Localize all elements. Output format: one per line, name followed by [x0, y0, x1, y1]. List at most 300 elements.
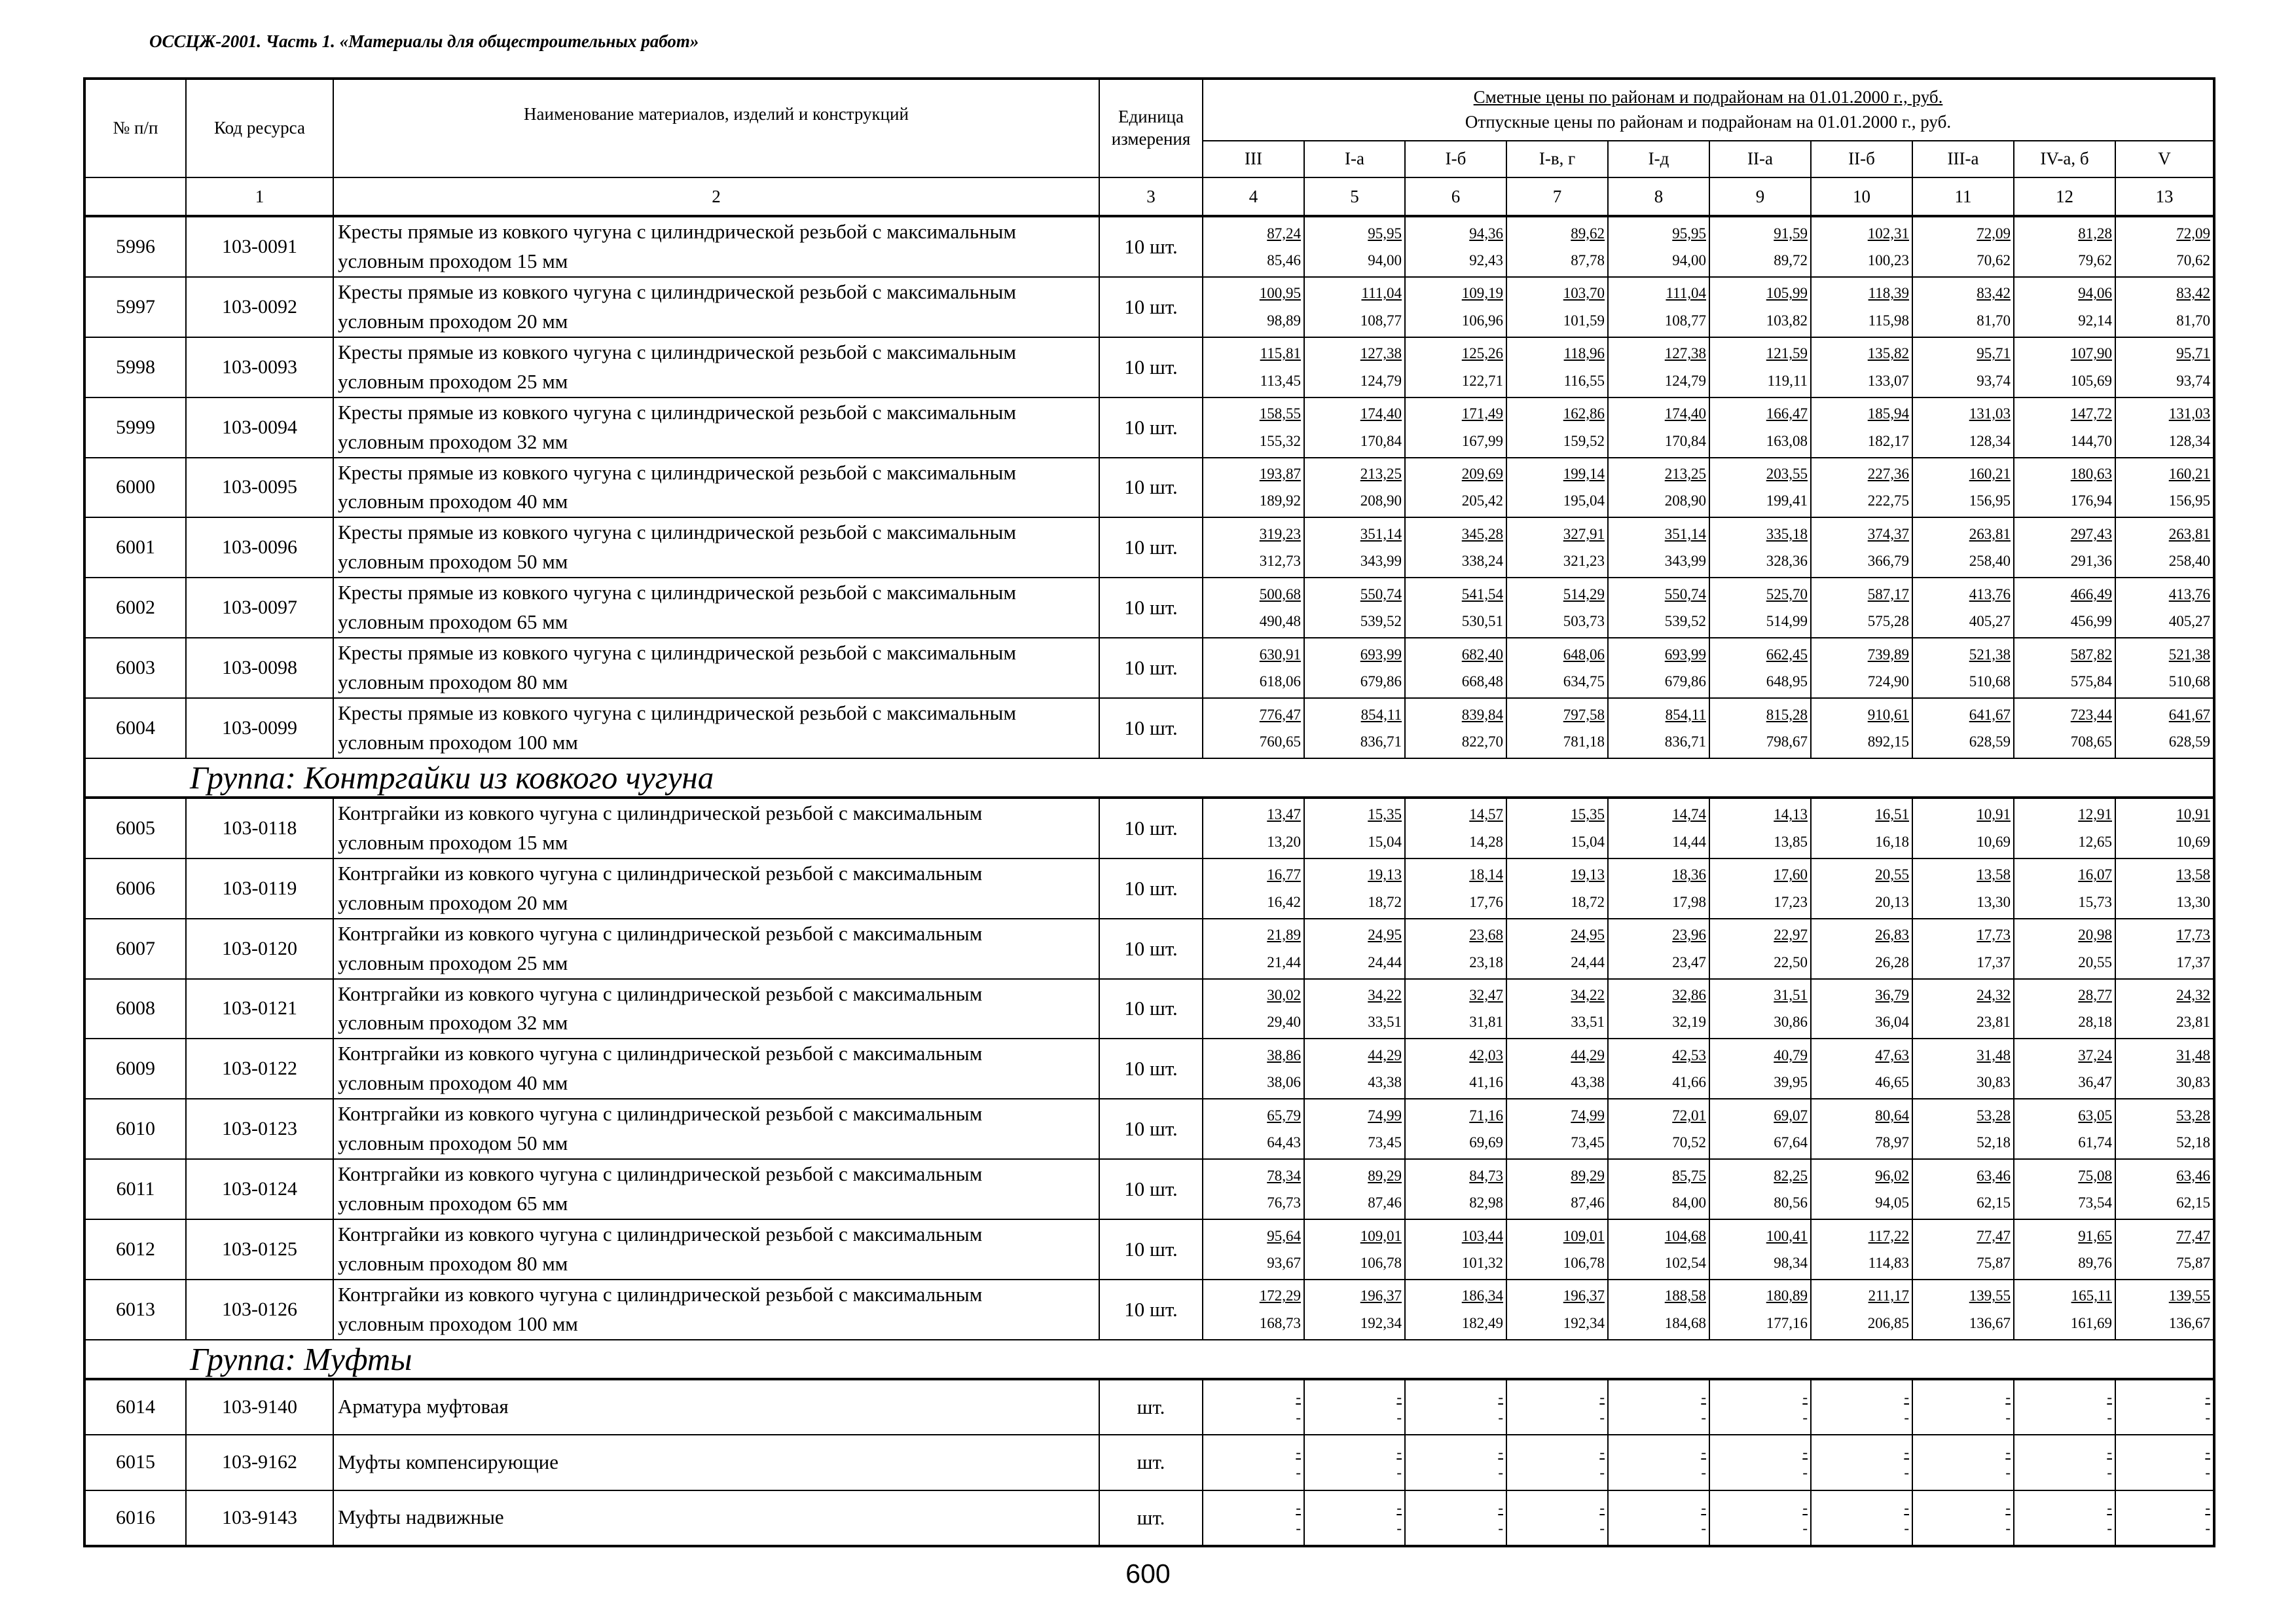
price-cell [1709, 458, 1811, 518]
table-row [84, 458, 2214, 518]
price-cell [1709, 858, 1811, 919]
estimate-price: 31,48 [2176, 1046, 2210, 1063]
price-cell [1405, 1435, 1506, 1490]
release-price: 28,18 [2078, 1014, 2112, 1031]
release-price: 81,70 [1977, 312, 2011, 329]
estimate-price: 139,55 [2168, 1287, 2210, 1304]
material-name [333, 798, 1099, 858]
release-price: 39,95 [1774, 1074, 1808, 1091]
estimate-price: 23,68 [1469, 927, 1503, 944]
release-price: 321,23 [1563, 553, 1605, 570]
release-price: 115,98 [1868, 312, 1909, 329]
estimate-price: 910,61 [1867, 706, 1909, 723]
price-cell [1811, 458, 1912, 518]
release-price: 80,56 [1774, 1194, 1808, 1211]
price-cell [1506, 397, 1608, 458]
unit-of-measure: 10 шт. [1099, 578, 1203, 638]
resource-code: 103-0118 [186, 798, 333, 858]
estimate-price: 797,58 [1563, 706, 1605, 723]
price-cell [2014, 1039, 2115, 1099]
release-price: - [1498, 1464, 1503, 1481]
price-cell [2115, 397, 2214, 458]
estimate-price: 20,98 [2078, 927, 2112, 944]
release-price: 103,82 [1766, 312, 1808, 329]
release-price: 70,62 [1977, 251, 2011, 268]
price-cell [1709, 698, 1811, 758]
estimate-price: 63,46 [2176, 1167, 2210, 1184]
estimate-price: - [1296, 1499, 1301, 1516]
group-title: Группа: Муфты [186, 1340, 2214, 1379]
release-price: 26,28 [1875, 953, 1909, 970]
price-cell [1405, 979, 1506, 1039]
estimate-price: - [1296, 1388, 1301, 1405]
price-cell [1912, 517, 2014, 578]
material-name-line2: условным проходом 15 мм [338, 830, 568, 854]
release-price: 81,70 [2176, 312, 2210, 329]
price-cell [1405, 1159, 1506, 1219]
release-price: - [1904, 1464, 1909, 1481]
unit-of-measure: 10 шт. [1099, 458, 1203, 518]
release-price: - [1599, 1409, 1605, 1426]
price-cell [1506, 1280, 1608, 1340]
estimate-price: 160,21 [2168, 466, 2210, 483]
estimate-price: 15,35 [1368, 806, 1402, 823]
price-cell [1304, 979, 1405, 1039]
unit-of-measure: шт. [1099, 1379, 1203, 1435]
material-name-line1: Муфты компенсирующие [338, 1450, 559, 1473]
estimate-price: 89,29 [1571, 1167, 1605, 1184]
estimate-price: 91,65 [2078, 1227, 2112, 1244]
estimate-price: 18,36 [1672, 866, 1706, 883]
estimate-price: 413,76 [2168, 585, 2210, 602]
release-price: 17,98 [1672, 893, 1706, 910]
table-row [84, 1435, 2214, 1490]
resource-code: 103-0093 [186, 337, 333, 397]
material-name [333, 216, 1099, 277]
price-cell [2115, 458, 2214, 518]
estimate-price: 211,17 [1868, 1287, 1909, 1304]
table-row [84, 1099, 2214, 1159]
estimate-price: 587,82 [2070, 646, 2112, 663]
material-name-line2: условным проходом 100 мм [338, 730, 578, 754]
material-name-line1: Контргайки из ковкого чугуна с цилиндрической резьбой с максимальным [338, 1102, 983, 1126]
release-price: 22,50 [1774, 953, 1808, 970]
estimate-price: - [1904, 1499, 1909, 1516]
price-cell [2115, 1219, 2214, 1280]
material-name [333, 397, 1099, 458]
estimate-price: 854,11 [1665, 706, 1706, 723]
estimate-price: 100,41 [1766, 1227, 1808, 1244]
row-number: 5997 [84, 277, 186, 337]
material-name [333, 458, 1099, 518]
price-cell [2115, 1280, 2214, 1340]
unit-of-measure: 10 шт. [1099, 979, 1203, 1039]
estimate-price: - [1701, 1388, 1706, 1405]
estimate-price: 74,99 [1571, 1107, 1605, 1124]
estimate-price: 118,96 [1563, 345, 1605, 362]
estimate-price: 22,97 [1774, 927, 1808, 944]
price-cell [1203, 798, 1304, 858]
estimate-price: - [1802, 1388, 1808, 1405]
estimate-price: - [1599, 1444, 1605, 1461]
price-cell [1405, 277, 1506, 337]
price-cell [2014, 337, 2115, 397]
header-prices [1203, 79, 2214, 141]
column-index: 3 [1099, 177, 1203, 216]
release-price: 41,16 [1469, 1074, 1503, 1091]
estimate-price: 174,40 [1664, 405, 1706, 422]
release-price: 668,48 [1461, 673, 1503, 690]
price-cell [1709, 277, 1811, 337]
estimate-price: 776,47 [1259, 706, 1301, 723]
price-cell [2014, 578, 2115, 638]
material-name-line1: Контргайки из ковкого чугуна с цилиндрической резьбой с максимальным [338, 921, 983, 945]
estimate-price: 16,77 [1267, 866, 1301, 883]
estimate-price: - [1498, 1499, 1503, 1516]
release-price: 168,73 [1259, 1314, 1301, 1331]
price-cell [2014, 1435, 2115, 1490]
price-cell [1912, 1280, 2014, 1340]
price-cell [1608, 277, 1709, 337]
material-name-line2: условным проходом 32 мм [338, 430, 568, 453]
row-number: 6000 [84, 458, 186, 518]
resource-code: 103-0119 [186, 858, 333, 919]
price-cell [1304, 216, 1405, 277]
price-cell [1608, 578, 1709, 638]
price-cell [1811, 1435, 1912, 1490]
estimate-price: 85,75 [1672, 1167, 1706, 1184]
price-cell [1709, 798, 1811, 858]
row-number: 6005 [84, 798, 186, 858]
region-header: II-а [1709, 141, 1811, 177]
estimate-price: 19,13 [1571, 866, 1605, 883]
estimate-price: - [1904, 1388, 1909, 1405]
release-price: 30,83 [1977, 1074, 2011, 1091]
release-price: 116,55 [1563, 372, 1605, 389]
table-row [84, 1379, 2214, 1435]
resource-code: 103-0124 [186, 1159, 333, 1219]
region-header: I-д [1608, 141, 1709, 177]
release-price: - [1701, 1464, 1706, 1481]
price-cell [2014, 1280, 2115, 1340]
price-cell [2115, 277, 2214, 337]
price-cell [1709, 919, 1811, 979]
estimate-price: - [1701, 1444, 1706, 1461]
release-price: 33,51 [1571, 1014, 1605, 1031]
release-price: - [1296, 1409, 1301, 1426]
release-price: 38,06 [1267, 1074, 1301, 1091]
release-price: 366,79 [1867, 553, 1909, 570]
estimate-price: 521,38 [1969, 646, 2011, 663]
resource-code: 103-0125 [186, 1219, 333, 1280]
price-cell [1203, 277, 1304, 337]
release-price: 133,07 [1867, 372, 1909, 389]
row-number: 6004 [84, 698, 186, 758]
estimate-price: 854,11 [1360, 706, 1402, 723]
estimate-price: 165,11 [2071, 1287, 2112, 1304]
row-number: 6010 [84, 1099, 186, 1159]
release-price: 82,98 [1469, 1194, 1503, 1211]
estimate-price: 213,25 [1664, 466, 1706, 483]
release-price: 43,38 [1368, 1074, 1402, 1091]
price-cell [1304, 1039, 1405, 1099]
release-price: 156,95 [2168, 492, 2210, 509]
price-cell [1811, 1219, 1912, 1280]
header-resource-code: Код ресурса [186, 79, 333, 177]
estimate-price: 77,47 [1977, 1227, 2011, 1244]
estimate-price: 131,03 [1969, 405, 2011, 422]
material-name-line2: условным проходом 40 мм [338, 1071, 568, 1095]
release-price: 61,74 [2078, 1134, 2112, 1151]
column-index: 7 [1506, 177, 1608, 216]
price-cell [1304, 698, 1405, 758]
price-cell [1506, 337, 1608, 397]
estimate-price: 12,91 [2078, 806, 2112, 823]
price-cell [1405, 919, 1506, 979]
running-header: ОССЦЖ-2001. Часть 1. «Материалы для общестроительных работ» [149, 31, 699, 51]
price-cell [2014, 216, 2115, 277]
estimate-price: 24,32 [2176, 987, 2210, 1004]
estimate-price: 24,95 [1368, 927, 1402, 944]
row-number: 5999 [84, 397, 186, 458]
resource-code: 103-0094 [186, 397, 333, 458]
estimate-price: 104,68 [1664, 1227, 1706, 1244]
estimate-price: 345,28 [1461, 525, 1503, 542]
row-number: 6006 [84, 858, 186, 919]
column-index: 9 [1709, 177, 1811, 216]
release-price: - [2005, 1409, 2011, 1426]
estimate-price: 42,53 [1672, 1046, 1706, 1063]
material-name-line1: Кресты прямые из ковкого чугуна с цилиндрической резьбой с максимальным [338, 581, 1017, 604]
release-price: 161,69 [2070, 1314, 2112, 1331]
table-row [84, 1159, 2214, 1219]
estimate-price: 18,14 [1469, 866, 1503, 883]
release-price: 67,64 [1774, 1134, 1808, 1151]
estimate-price: 63,05 [2078, 1107, 2112, 1124]
estimate-price: 95,64 [1267, 1227, 1301, 1244]
resource-code: 103-0122 [186, 1039, 333, 1099]
release-price: 822,70 [1461, 733, 1503, 750]
estimate-price: 193,87 [1259, 466, 1301, 483]
price-cell [1405, 698, 1506, 758]
release-price: 73,45 [1571, 1134, 1605, 1151]
estimate-price: 17,73 [1977, 927, 2011, 944]
material-name [333, 337, 1099, 397]
release-price: 648,95 [1766, 673, 1808, 690]
estimate-price: - [1599, 1388, 1605, 1405]
unit-of-measure: 10 шт. [1099, 1039, 1203, 1099]
release-price: 618,06 [1259, 673, 1301, 690]
price-cell [1811, 578, 1912, 638]
price-cell [1912, 1490, 2014, 1546]
estimate-price: 80,64 [1875, 1107, 1909, 1124]
material-name [333, 1435, 1099, 1490]
release-price: 177,16 [1766, 1314, 1808, 1331]
resource-code: 103-0096 [186, 517, 333, 578]
release-price: 98,34 [1774, 1254, 1808, 1271]
release-price: 101,32 [1461, 1254, 1503, 1271]
price-cell [1709, 1280, 1811, 1340]
release-price: 798,67 [1766, 733, 1808, 750]
release-price: 13,30 [2176, 893, 2210, 910]
column-index: 8 [1608, 177, 1709, 216]
release-price: 170,84 [1360, 432, 1402, 449]
estimate-price: 186,34 [1461, 1287, 1503, 1304]
resource-code: 103-0126 [186, 1280, 333, 1340]
price-cell [1304, 517, 1405, 578]
column-index: 11 [1912, 177, 2014, 216]
release-price: 70,62 [2176, 251, 2210, 268]
price-cell [1203, 1435, 1304, 1490]
material-name-line1: Контргайки из ковкого чугуна с цилиндрической резьбой с максимальным [338, 861, 983, 885]
material-name [333, 277, 1099, 337]
estimate-price: 121,59 [1766, 345, 1808, 362]
price-cell [1203, 517, 1304, 578]
release-price: 836,71 [1664, 733, 1706, 750]
resource-code: 103-0123 [186, 1099, 333, 1159]
column-index: 1 [186, 177, 333, 216]
page-number: 600 [1125, 1559, 1171, 1589]
unit-of-measure: шт. [1099, 1435, 1203, 1490]
table-row [84, 578, 2214, 638]
estimate-price: 196,37 [1360, 1287, 1402, 1304]
estimate-price: 127,38 [1360, 345, 1402, 362]
price-cell [1912, 979, 2014, 1039]
price-cell [1405, 638, 1506, 698]
release-price: 41,66 [1672, 1074, 1706, 1091]
price-cell [1608, 798, 1709, 858]
release-price: 30,86 [1774, 1014, 1808, 1031]
unit-of-measure: 10 шт. [1099, 1219, 1203, 1280]
estimate-price: 95,71 [1977, 345, 2011, 362]
estimate-price: 15,35 [1571, 806, 1605, 823]
release-price: 16,18 [1875, 833, 1909, 850]
estimate-price: 74,99 [1368, 1107, 1402, 1124]
price-cell [2014, 979, 2115, 1039]
table-row [84, 638, 2214, 698]
price-cell [1912, 1379, 2014, 1435]
release-price: 15,04 [1571, 833, 1605, 850]
price-cell [1203, 1219, 1304, 1280]
estimate-price: 24,95 [1571, 927, 1605, 944]
row-number: 6015 [84, 1435, 186, 1490]
release-price: 189,92 [1259, 492, 1301, 509]
estimate-price: 203,55 [1766, 466, 1808, 483]
region-header: I-б [1405, 141, 1506, 177]
release-price: 75,87 [1977, 1254, 2011, 1271]
estimate-price: - [1904, 1444, 1909, 1461]
resource-code: 103-0121 [186, 979, 333, 1039]
table-row [84, 1280, 2214, 1340]
release-price: 124,79 [1360, 372, 1402, 389]
material-name-line1: Контргайки из ковкого чугуна с цилиндрической резьбой с максимальным [338, 1282, 983, 1306]
release-price: 195,04 [1563, 492, 1605, 509]
estimate-price: 180,89 [1766, 1287, 1808, 1304]
price-cell [1608, 638, 1709, 698]
unit-of-measure: 10 шт. [1099, 698, 1203, 758]
price-cell [1709, 1490, 1811, 1546]
price-cell [1304, 858, 1405, 919]
estimate-price: 102,31 [1867, 225, 1909, 242]
price-cell [1304, 277, 1405, 337]
estimate-price: 13,58 [2176, 866, 2210, 883]
unit-of-measure: 10 шт. [1099, 1099, 1203, 1159]
estimate-price: - [2005, 1444, 2011, 1461]
estimate-price: 20,55 [1875, 866, 1909, 883]
release-price: - [2005, 1464, 2011, 1481]
price-cell [1405, 458, 1506, 518]
estimate-price: 17,73 [2176, 927, 2210, 944]
resource-code: 103-0091 [186, 216, 333, 277]
price-cell [1608, 1219, 1709, 1280]
estimate-price: 16,07 [2078, 866, 2112, 883]
estimate-price: 100,95 [1259, 285, 1301, 302]
estimate-price: 351,14 [1664, 525, 1706, 542]
release-price: 13,20 [1267, 833, 1301, 850]
release-price: - [2107, 1409, 2112, 1426]
release-price: 510,68 [2168, 673, 2210, 690]
price-cell [2014, 458, 2115, 518]
price-cell [1405, 858, 1506, 919]
row-number: 6007 [84, 919, 186, 979]
price-cell [2014, 798, 2115, 858]
release-price: 92,43 [1469, 251, 1503, 268]
release-price: 760,65 [1259, 733, 1301, 750]
release-price: - [1802, 1519, 1808, 1536]
price-cell [1709, 578, 1811, 638]
price-cell [1304, 337, 1405, 397]
table-row [84, 277, 2214, 337]
material-name-line1: Муфты надвижные [338, 1505, 504, 1529]
price-cell [1811, 919, 1912, 979]
release-price: 73,45 [1368, 1134, 1402, 1151]
price-cell [1405, 1039, 1506, 1099]
material-name [333, 919, 1099, 979]
estimate-price: 53,28 [1977, 1107, 2011, 1124]
material-name-line2: условным проходом 40 мм [338, 490, 568, 513]
release-price: 33,51 [1368, 1014, 1402, 1031]
price-cell [1608, 1159, 1709, 1219]
estimate-price: 135,82 [1867, 345, 1909, 362]
release-price: 163,08 [1766, 432, 1808, 449]
release-price: 20,13 [1875, 893, 1909, 910]
release-price: 128,34 [2168, 432, 2210, 449]
release-price: 70,52 [1672, 1134, 1706, 1151]
release-price: 405,27 [1969, 613, 2011, 630]
price-cell [1912, 798, 2014, 858]
price-cell [1811, 1099, 1912, 1159]
estimate-price: 115,81 [1260, 345, 1301, 362]
price-cell [2115, 919, 2214, 979]
price-cell [1608, 1099, 1709, 1159]
price-cell [2115, 638, 2214, 698]
material-name [333, 1099, 1099, 1159]
estimate-price: 89,29 [1368, 1167, 1402, 1184]
estimate-price: 199,14 [1563, 466, 1605, 483]
release-price: 170,84 [1664, 432, 1706, 449]
release-price: 79,62 [2078, 251, 2112, 268]
estimate-price: 31,51 [1774, 987, 1808, 1004]
table-row [84, 337, 2214, 397]
row-number: 5998 [84, 337, 186, 397]
release-price: 176,94 [2070, 492, 2112, 509]
release-price: - [2107, 1519, 2112, 1536]
estimate-price: 335,18 [1766, 525, 1808, 542]
row-number: 6012 [84, 1219, 186, 1280]
price-cell [1304, 919, 1405, 979]
price-cell [1506, 1435, 1608, 1490]
resource-code: 103-9143 [186, 1490, 333, 1546]
